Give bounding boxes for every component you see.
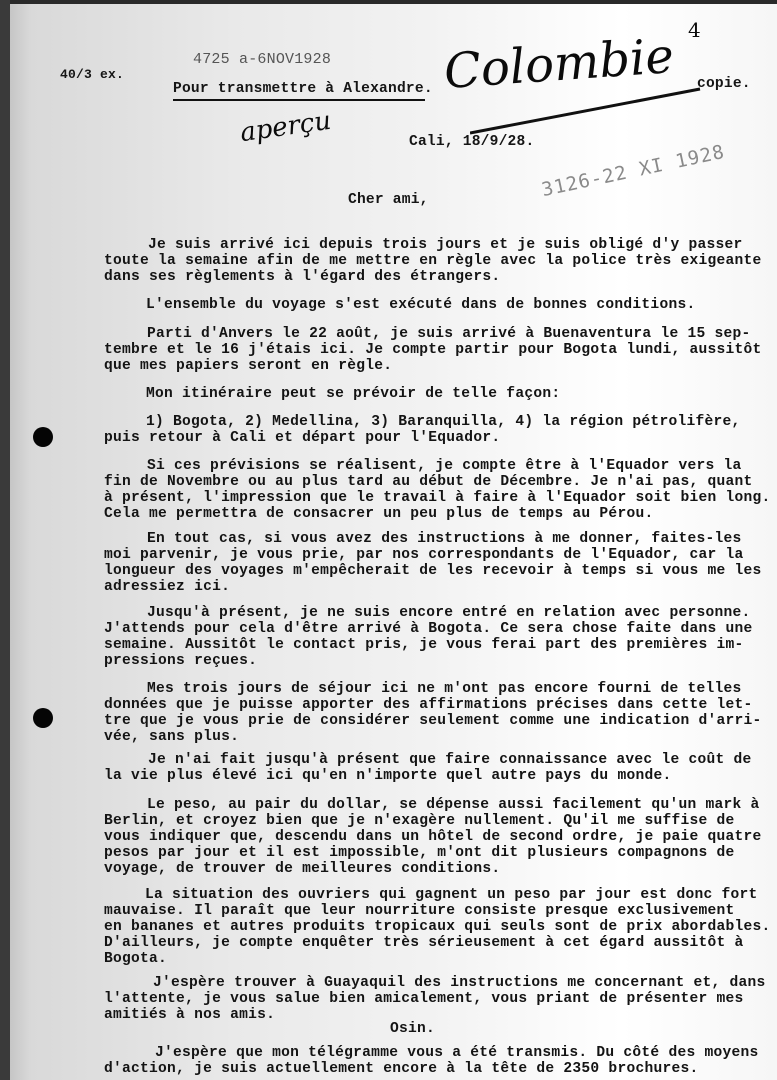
text-line: longueur des voyages m'empêcherait de les recevoir à temps si vous me les: [104, 563, 762, 579]
signature: Osin.: [390, 1021, 436, 1037]
text-line: Je suis arrivé ici depuis trois jours et je suis obligé d'y passer: [148, 237, 743, 253]
text-line: l'attente, je vous salue bien amicalement, vous priant de présenter mes: [104, 991, 744, 1007]
text-line: tre que je vous prie de considérer seulement comme une indication d'arri-: [104, 713, 762, 729]
text-line: La situation des ouvriers qui gagnent un peso par jour est donc fort: [145, 887, 758, 903]
text-line: en bananes et autres produits tropicaux qui seuls sont de prix abordables.: [104, 919, 771, 935]
text-line: Cela me permettra de consacrer un peu plus de temps au Pérou.: [104, 506, 654, 522]
postscript-line: d'action, je suis actuellement encore à la tête de 2350 brochures.: [104, 1061, 699, 1077]
copy-label: copie.: [697, 76, 751, 92]
archive-number: 4725 a-6NOV1928: [193, 51, 332, 68]
text-line: mauvaise. Il paraît que leur nourriture consiste presque exclusivement: [104, 903, 735, 919]
page-top-edge: [0, 0, 777, 4]
transmit-underline: [173, 99, 425, 101]
handwritten-stroke: [470, 85, 710, 140]
place-date: Cali, 18/9/28.: [409, 134, 535, 150]
page-marker: 4: [688, 18, 701, 42]
text-line: pressions reçues.: [104, 653, 258, 669]
text-line: moi parvenir, je vous prie, par nos correspondants de l'Equador, car la: [104, 547, 744, 563]
registry-stamp: 3126-22 XI 1928: [539, 140, 727, 202]
text-line: Bogota.: [104, 951, 168, 967]
copies-count: 40/3 ex.: [60, 67, 125, 82]
text-line: Mon itinéraire peut se prévoir de telle façon:: [146, 386, 561, 402]
text-line: L'ensemble du voyage s'est exécuté dans de bonnes conditions.: [146, 297, 696, 313]
text-line: pesos par jour et il est impossible, m'ont dit plusieurs compagnons de: [104, 845, 735, 861]
postscript-line: J'espère que mon télégramme vous a été transmis. Du côté des moyens: [155, 1045, 759, 1061]
text-line: dans ses règlements à l'égard des étrangers.: [104, 269, 501, 285]
text-line: J'espère trouver à Guayaquil des instructions me concernant et, dans: [153, 975, 766, 991]
text-line: puis retour à Cali et départ pour l'Equador.: [104, 430, 501, 446]
punch-hole-lower: [33, 708, 53, 728]
text-line: Mes trois jours de séjour ici ne m'ont pas encore fourni de telles: [147, 681, 742, 697]
text-line: Jusqu'à présent, je ne suis encore entré en relation avec personne.: [147, 605, 751, 621]
salutation: Cher ami,: [348, 192, 429, 208]
transmit-note: Pour transmettre à Alexandre.: [173, 81, 433, 97]
text-line: Berlin, et croyez bien que je n'exagère nullement. Qu'il me suffise de: [104, 813, 735, 829]
text-line: J'attends pour cela d'être arrivé à Bogota. Ce sera chose faite dans une: [104, 621, 753, 637]
text-line: toute la semaine afin de me mettre en règle avec la police très exigeante: [104, 253, 762, 269]
text-line: Le peso, au pair du dollar, se dépense aussi facilement qu'un mark à: [147, 797, 760, 813]
text-line: Je n'ai fait jusqu'à présent que faire connaissance avec le coût de: [148, 752, 752, 768]
page-left-edge: [0, 0, 10, 1080]
text-line: que mes papiers seront en règle.: [104, 358, 393, 374]
text-line: vous indiquer que, descendu dans un hôtel de second ordre, je paie quatre: [104, 829, 762, 845]
handwritten-note: aperçu: [238, 105, 333, 149]
text-line: la vie plus élevé ici qu'en n'importe quel autre pays du monde.: [104, 768, 672, 784]
text-line: semaine. Aussitôt le contact pris, je vous ferai part des premières im-: [104, 637, 744, 653]
text-line: Parti d'Anvers le 22 août, je suis arrivé à Buenaventura le 15 sep-: [147, 326, 751, 342]
punch-hole-upper: [33, 427, 53, 447]
text-line: adressiez ici.: [104, 579, 231, 595]
text-line: En tout cas, si vous avez des instructions à me donner, faites-les: [147, 531, 742, 547]
text-line: 1) Bogota, 2) Medellina, 3) Baranquilla, 4) la région pétrolifère,: [146, 414, 741, 430]
country-handwritten: Colombie: [442, 28, 676, 100]
text-line: Si ces prévisions se réalisent, je compte être à l'Equador vers la: [147, 458, 742, 474]
text-line: amitiés à nos amis.: [104, 1007, 276, 1023]
text-line: vée, sans plus.: [104, 729, 240, 745]
text-line: tembre et le 16 j'étais ici. Je compte partir pour Bogota lundi, aussitôt: [104, 342, 762, 358]
text-line: fin de Novembre ou au plus tard au début de Décembre. Je n'ai pas, quant: [104, 474, 753, 490]
text-line: voyage, de trouver de meilleures conditions.: [104, 861, 501, 877]
text-line: données que je puisse apporter des affirmations précises dans cette let-: [104, 697, 753, 713]
text-line: D'ailleurs, je compte enquêter très sérieusement à cet égard aussitôt à: [104, 935, 744, 951]
text-line: à présent, l'impression que le travail à faire à l'Equador soit bien long.: [104, 490, 771, 506]
